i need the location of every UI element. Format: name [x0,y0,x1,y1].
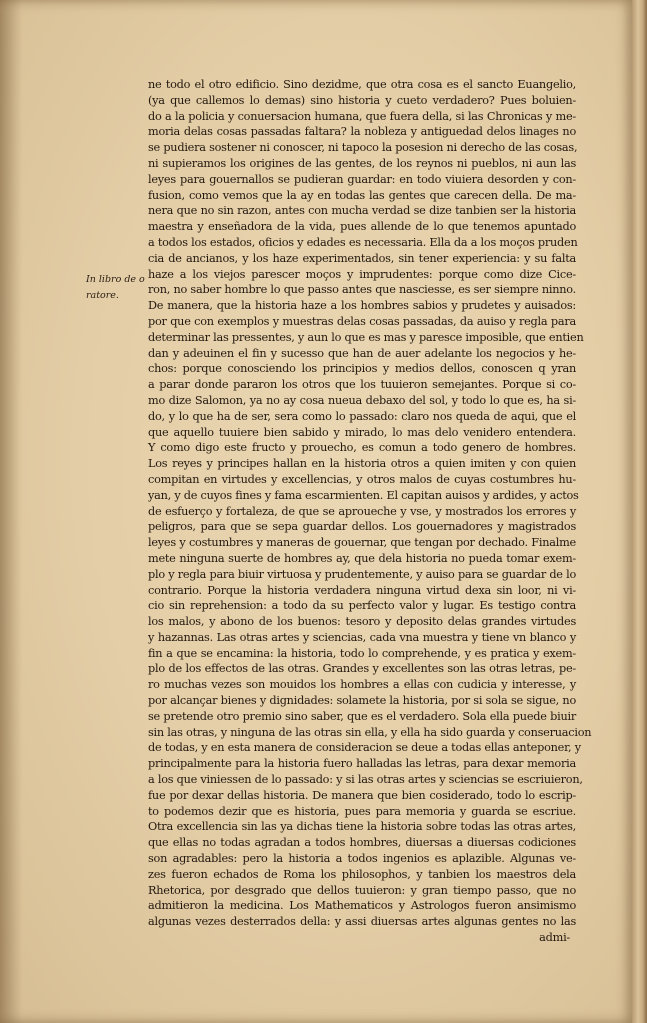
text-line: nera que no sin razon, antes con mucha verdad se dize tanbien ser la historia [148,204,576,218]
text-line: fue por dexar dellas historia. De manera que bien cosiderado, todo lo escrip- [148,788,576,802]
text-line: y hazannas. Las otras artes y sciencias, cada vna muestra y tiene vn blanco y [148,630,576,644]
text-line: mo dize Salomon, ya no ay cosa nueua debaxo del sol, y todo lo que es, ha si- [148,393,576,407]
text-line: to podemos dezir que es historia, pues para memoria y guarda se escriue. [148,804,576,818]
text-line: mete ninguna suerte de hombres ay, que dela historia no pueda tomar exem- [148,551,576,565]
text-line: do, y lo que ha de ser, sera como lo passado: claro nos queda de aqui, que el [148,409,576,423]
text-line: zes fueron echados de Roma los philosophos, y tanbien los maestros dela [148,867,576,881]
text-line: de esfuerço y fortaleza, de que se aproueche y vse, y mostrados los errores y [148,504,576,518]
text-line: ni supieramos los origines de las gentes, de los reynos ni pueblos, ni aun las [148,156,576,170]
text-line: sin las otras, y ninguna de las otras sin ella, y ella ha sido guarda y conseruacion [148,725,592,739]
text-line: Otra excellencia sin las ya dichas tiene la historia sobre todas las otras artes, [148,820,576,834]
text-line: cio sin reprehension: a todo da su perfecto valor y lugar. Es testigo contra [148,599,576,613]
text-line: peligros, para que se sepa guardar dellos. Los gouernadores y magistrados [148,520,576,534]
text-line: ro muchas vezes son mouidos los hombres a ellas con cudicia y interesse, y [148,678,576,692]
text-line: que ellas no todas agradan a todos hombres, diuersas a diuersas codiciones [148,836,576,850]
text-line: se pretende otro premio sino saber, que es el verdadero. Sola ella puede biuir [148,709,576,723]
text-line: Rhetorica, por desgrado que dellos tuuieron: y gran tiempo passo, que no [148,883,576,897]
text-line: de todas, y en esta manera de consideracion se deue a todas ellas anteponer, y [148,741,581,755]
text-line: fin a que se encamina: la historia, todo lo comprehende, y es pratica y exem- [148,646,576,660]
text-line: (ya que callemos lo demas) sino historia y cueto verdadero? Pues boluien- [148,93,576,107]
text-line: leyes para gouernallos se pudieran guardar: en todo viuiera desorden y con- [148,172,576,186]
text-line: contrario. Porque la historia verdadera ninguna virtud dexa sin loor, ni vi- [148,583,576,597]
text-line: plo de los effectos de las otras. Grandes y excellentes son las otras letras, pe- [148,662,576,676]
text-line: a los que viniessen de lo passado: y si las otras artes y sciencias se escriuieron, [148,773,583,787]
text-line: compitan en virtudes y excellencias, y otros malos de cuyas costumbres hu- [148,472,576,486]
text-line: por que con exemplos y muestras delas cosas passadas, da auiso y regla para [148,314,576,328]
text-line: Los reyes y principes hallan en la historia otros a quien imiten y con quien [148,457,576,471]
text-line: leyes y costumbres y maneras de gouernar, que tengan por dechado. Finalme [148,536,576,550]
text-line: yan, y de cuyos fines y fama escarmienten. El capitan auisos y ardides, y actos [148,488,579,502]
text-line: se pudiera sostener ni conoscer, ni tapoco la posesion ni derecho de las cosas, [148,141,578,155]
text-line: De manera, que la historia haze a los hombres sabios y prudetes y auisados: [148,299,576,313]
text-line: por alcançar bienes y dignidades: solamete la historia, por si sola se sigue, no [148,694,576,708]
text-line: cia de ancianos, y los haze experimentados, sin tener experiencia: y su falta [148,251,576,265]
gutter-shadow [0,0,22,1023]
text-line: plo y regla para biuir virtuosa y prudentemente, y auiso para se guardar de lo [148,567,576,581]
text-line: principalmente para la historia fuero halladas las letras, para dexar memoria [148,757,576,771]
text-line: fusion, como vemos que la ay en todas las gentes que carecen della. De ma- [148,188,576,202]
text-line: dan y adeuinen el fin y sucesso que han de auer adelante los negocios y he- [148,346,576,360]
text-line: algunas vezes desterrados della: y assi diuersas artes algunas gentes no las [148,915,576,929]
text-line: determinar las pressentes, y aun lo que es mas y paresce imposible, que entien [148,330,584,344]
catchword: admi- [539,931,570,945]
text-line: ne todo el otro edificio. Sino dezidme, que otra cosa es el sancto Euangelio, [148,78,576,91]
text-line: Y como digo este fructo y prouecho, es comun a todo genero de hombres. [148,441,576,455]
body-text [148,77,592,946]
page-edge [632,0,647,1023]
text-line: admitieron la medicina. Los Mathematicos y Astrologos fueron ansimismo [148,899,576,913]
text-line: ron, no saber hombre lo que passo antes que nasciesse, es ser siempre ninno. [148,283,576,297]
marginal-note-line: ratore. [86,289,119,301]
text-line: a todos los estados, oficios y edades es necessaria. Ella da a los moços pruden [148,235,578,249]
text-line: que aquello tuuiere bien sabido y mirado, lo mas delo venidero entendera. [148,425,576,439]
text-line: maestra y enseñadora de la vida, pues allende de lo que tenemos apuntado [148,220,576,234]
text-line: son agradables: pero la historia a todos ingenios es aplazible. Algunas ve- [148,852,576,866]
text-line: haze a los viejos parescer moços y imprudentes: porque como dize Cice- [148,267,576,281]
marginal-note [86,272,148,304]
text-line: a parar donde pararon los otros que los tuuieron semejantes. Porque si co- [148,378,576,392]
text-line: do a la policia y conuersacion humana, que fuera della, si las Chronicas y me- [148,109,576,123]
text-line: chos: porque conosciendo los principios y medios dellos, conoscen q yran [148,362,576,376]
text-line: los malos, y abono de los buenos: tesoro y deposito delas grandes virtudes [148,615,576,629]
text-line: moria delas cosas passadas faltara? la nobleza y antiguedad delos linages no [148,125,576,139]
marginal-note-line: In libro de o [86,274,145,285]
